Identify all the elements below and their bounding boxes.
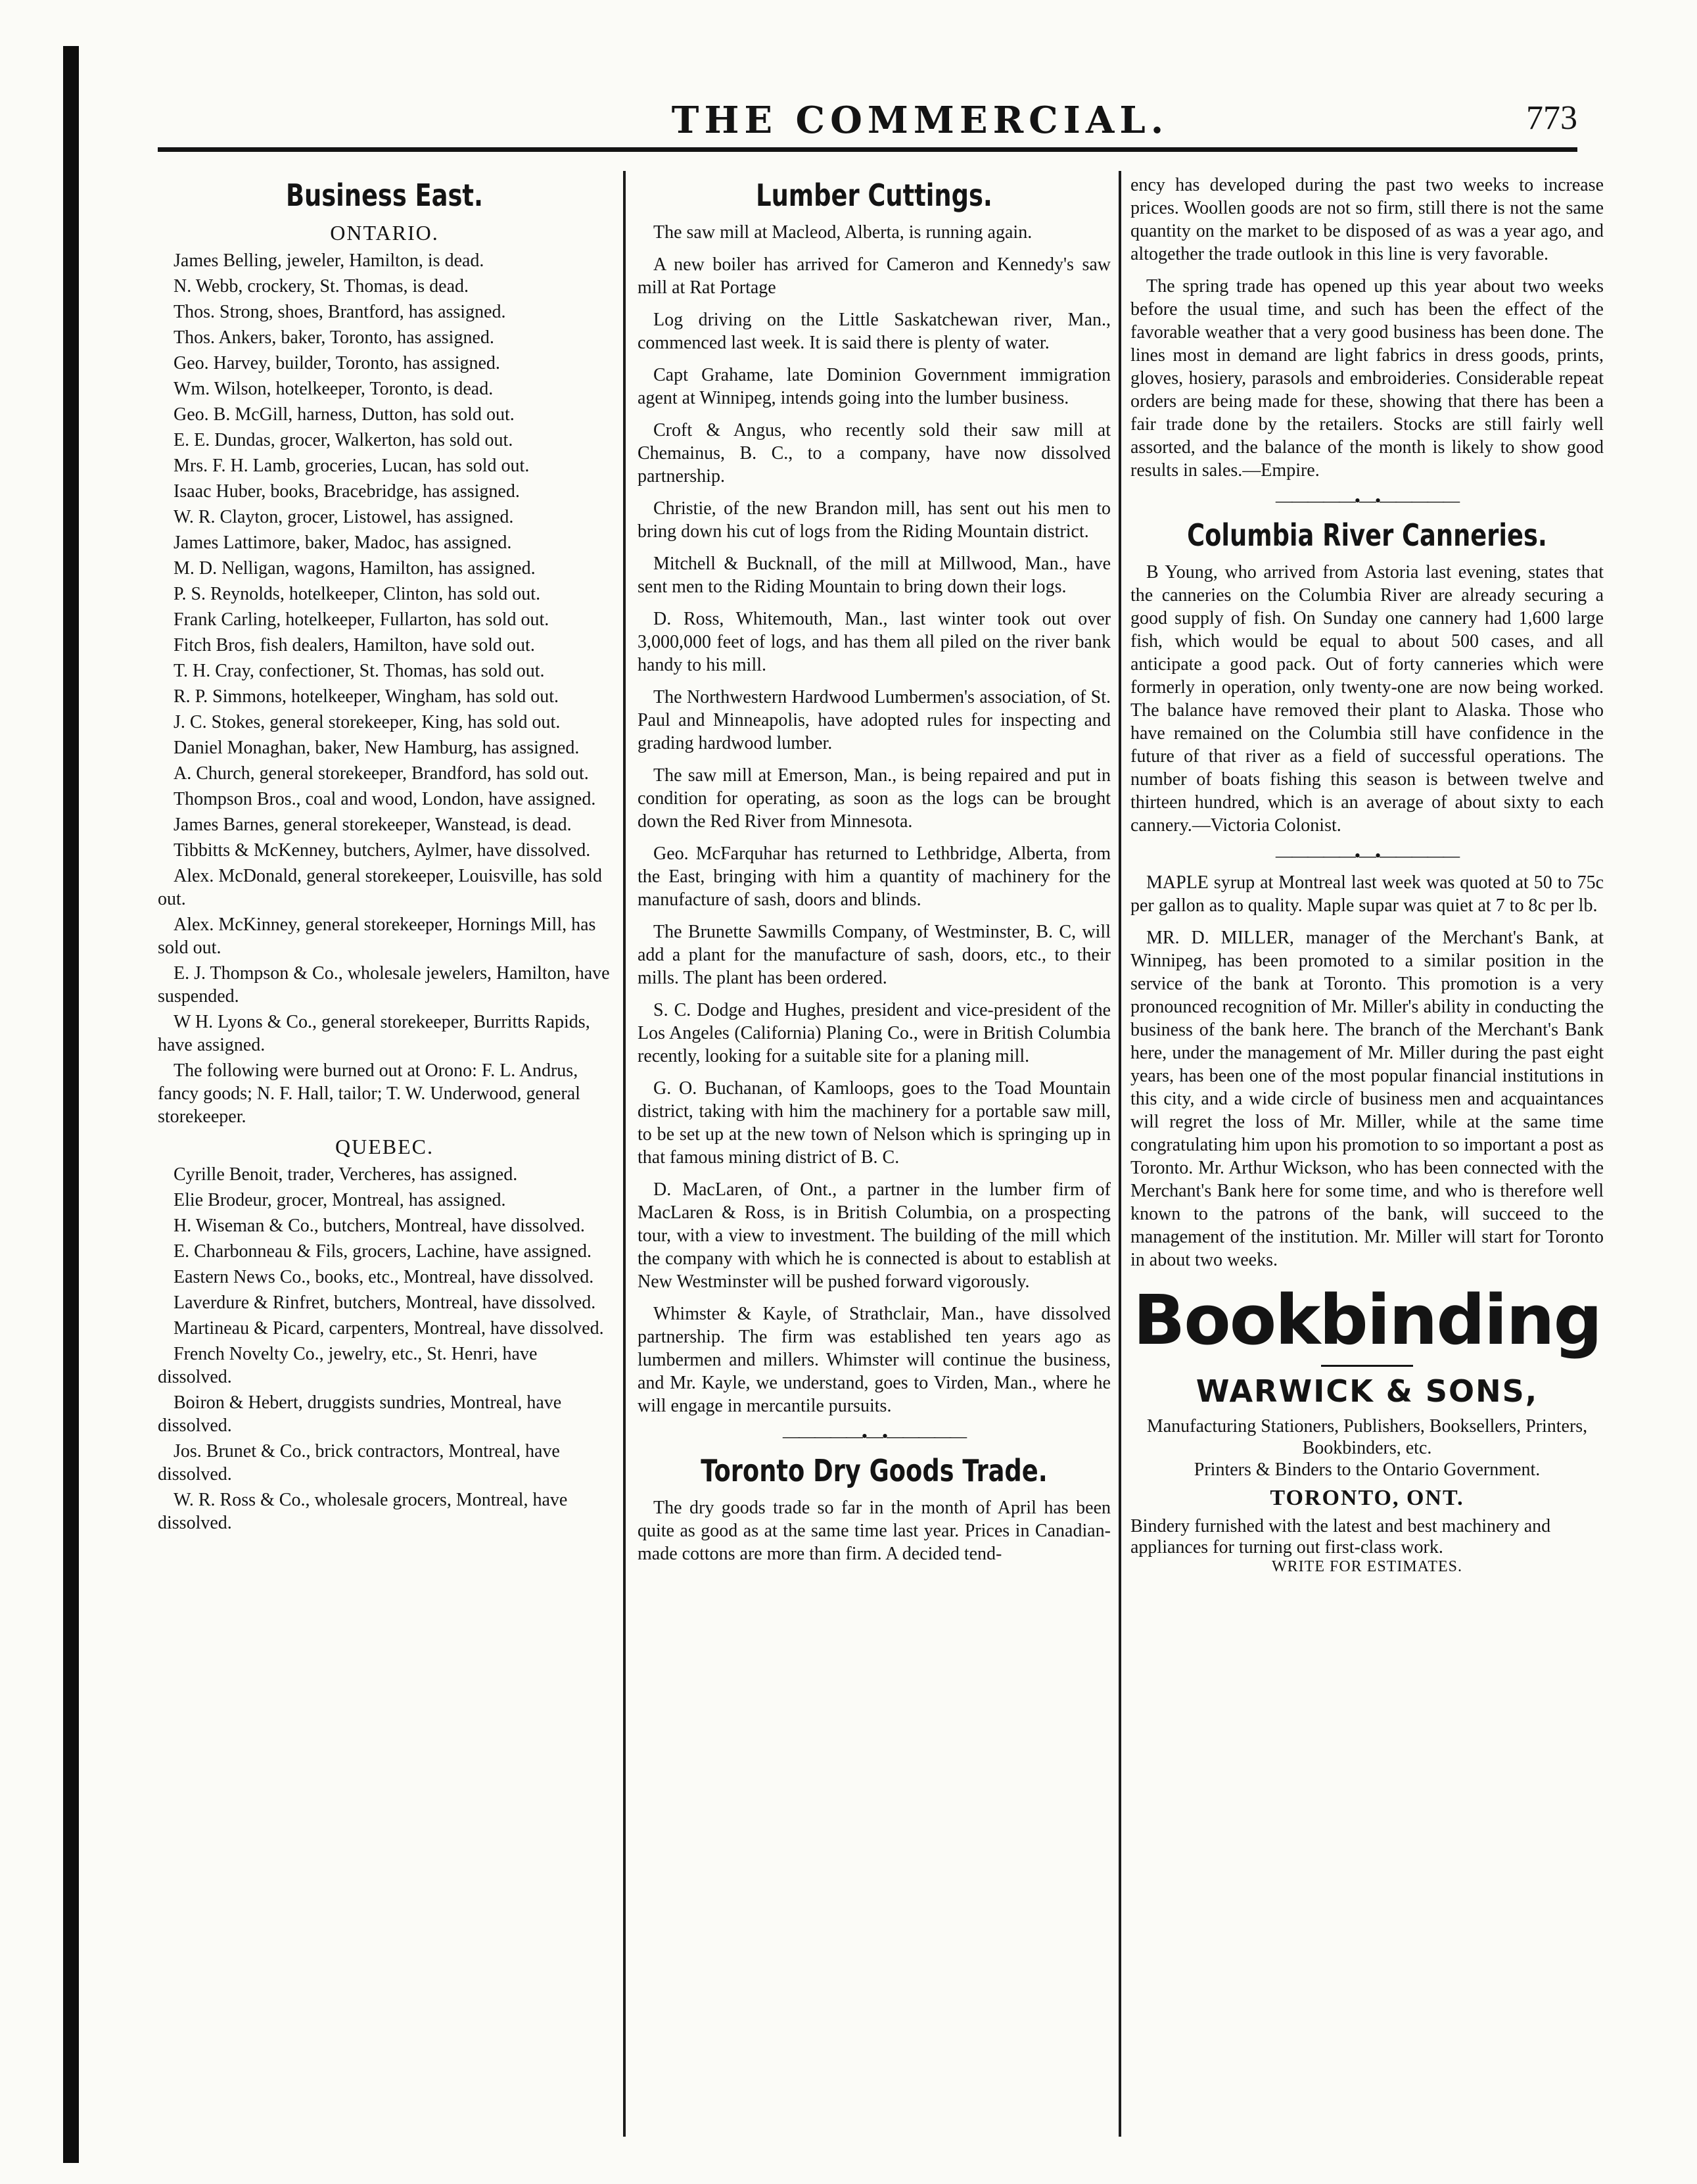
list-item: P. S. Reynolds, hotelkeeper, Clinton, has sold out. — [174, 584, 541, 604]
news-item: Log driving on the Little Saskatchewan river, Man., commenced last week. It is said there is plenty of water. — [638, 310, 1111, 353]
divider: —————•—•————— — [782, 1427, 966, 1446]
subheading-ontario: ONTARIO. — [330, 221, 439, 245]
list-item: The following were burned out at Orono: F. L. Andrus, fancy goods; N. F. Hall, tailor; T. W. Underwood, general storekeeper. — [158, 1060, 580, 1127]
quebec-list — [158, 1163, 611, 1534]
dry-goods-paragraph: The dry goods trade so far in the month of April has been quite as good as at the same time last year. Prices in Canadian-made cottons are more than firm. A decided tend- — [638, 1498, 1111, 1564]
list-item: Laverdure & Rinfret, butchers, Montreal, have dissolved. — [174, 1293, 596, 1313]
news-item: Christie, of the new Brandon mill, has sent out his men to bring down his cut of logs from the Riding Mountain district. — [638, 498, 1111, 542]
column-three — [1130, 171, 1604, 2156]
news-item: Capt Grahame, late Dominion Government immigration agent at Winnipeg, intends going into the lumber business. — [638, 365, 1111, 408]
news-item: A new boiler has arrived for Cameron and Kennedy's saw mill at Rat Portage — [638, 254, 1111, 298]
column-lumber-cuttings — [638, 171, 1111, 2143]
news-item: D. Ross, Whitemouth, Man., last winter took out over 3,000,000 feet of logs, and has them all piled on the river bank handy to his mill. — [638, 609, 1111, 675]
list-item: E. E. Dundas, grocer, Walkerton, has sold out. — [174, 430, 513, 450]
list-item: James Belling, jeweler, Hamilton, is dead. — [174, 250, 484, 271]
miller-paragraph: MR. D. MILLER, manager of the Merchant's Bank, at Winnipeg, has been promoted to a similar position in the service of the bank at Toronto. This promotion is a very pronounced recognition of Mr. Miller's ability in conducting the business of the bank here. The branch of the Merchant's Bank here, under the management of Mr. Miller during the past eight years, has been one of the most popular financial institutions in this city, and a wide circle of business men and acquaintances will regret the loss of Mr. Miller, while at the same time congratulating him upon his promotion to so important a post as Toronto. Mr. Arthur Wickson, who has been connected with the Merchant's Bank here for some time, and who is therefore well known to the patrons of the bank, will succeed to the management of the institution. Mr. Miller will start for Toronto in about two weeks. — [1130, 928, 1604, 1270]
advert-title: Bookbinding — [1132, 1280, 1602, 1360]
list-item: T. H. Cray, confectioner, St. Thomas, has sold out. — [174, 661, 545, 681]
list-item: French Novelty Co., jewelry, etc., St. Henri, have dissolved. — [158, 1344, 538, 1387]
news-item: D. MacLaren, of Ont., a partner in the lumber firm of MacLaren & Ross, is in British Columbia, on a prospecting tour, with a view to investment. The building of the mill which the company with which he is connected is about to establish at New Westminster will be pushed forward vigorously. — [638, 1179, 1111, 1292]
list-item: W. R. Clayton, grocer, Listowel, has assigned. — [174, 507, 514, 527]
masthead: THE COMMERCIAL. — [671, 99, 1169, 142]
lumber-paragraphs — [638, 221, 1111, 1417]
section-heading: Lumber Cuttings. — [756, 178, 992, 213]
news-item: S. C. Dodge and Hughes, president and vice-president of the Los Angeles (California) Planing Co., were in British Columbia recently, looking for a suitable site for a planing mill. — [638, 1000, 1111, 1066]
news-item: The saw mill at Emerson, Man., is being repaired and put in condition for operating, as soon as the logs can be brought down the Red River from Minnesota. — [638, 765, 1111, 832]
list-item: Wm. Wilson, hotelkeeper, Toronto, is dead. — [174, 379, 494, 399]
section-heading: Business East. — [286, 178, 483, 213]
list-item: Cyrille Benoit, trader, Vercheres, has assigned. — [174, 1164, 518, 1185]
list-item: R. P. Simmons, hotelkeeper, Wingham, has sold out. — [174, 686, 559, 707]
spring-trade-paragraph: The spring trade has opened up this year about two weeks before the usual time, and such has been the effect of the favorable weather that a very good business has been done. The lines most in demand are light fabrics in dress goods, prints, gloves, hosiery, parasols and embroideries. Considerable repeat orders are being made for these, showing that there has been a fair trade done by the retailers. Stocks are still fairly well assorted, and the balance of the month is likely to show good results in sales.—Empire. — [1130, 276, 1604, 481]
list-item: Thompson Bros., coal and wood, London, have assigned. — [174, 789, 596, 809]
list-item: James Lattimore, baker, Madoc, has assigned. — [174, 533, 512, 553]
list-item: Mrs. F. H. Lamb, groceries, Lucan, has sold out. — [174, 456, 530, 476]
news-item: The Northwestern Hardwood Lumbermen's association, of St. Paul and Minneapolis, have adopted rules for inspecting and grading hardwood lumber. — [638, 687, 1111, 753]
advert-rule — [1321, 1365, 1413, 1367]
list-item: Thos. Ankers, baker, Toronto, has assigned. — [174, 327, 494, 348]
column-rule-2 — [1119, 171, 1121, 2137]
continued-paragraph: ency has developed during the past two weeks to increase prices. Woollen goods are not so firm, still there is not the same quantity on the market to be disposed of as was a year ago, and altogether the trade outlook in this line is very favorable. — [1130, 175, 1604, 264]
list-item: Frank Carling, hotelkeeper, Fullarton, has sold out. — [174, 609, 549, 630]
news-item: Mitchell & Bucknall, of the mill at Millwood, Man., have sent men to the Riding Mountain to bring down their logs. — [638, 554, 1111, 597]
list-item: Alex. McKinney, general storekeeper, Hornings Mill, has sold out. — [158, 914, 596, 958]
binding-edge — [63, 46, 79, 2163]
section-heading-canneries: Columbia River Canneries. — [1187, 517, 1547, 553]
news-item: The Brunette Sawmills Company, of Westminster, B. C, will add a plant for the manufacture of sash, doors, etc., to their mills. The plant has been ordered. — [638, 922, 1111, 988]
news-item: The saw mill at Macleod, Alberta, is running again. — [653, 222, 1033, 243]
list-item: M. D. Nelligan, wagons, Hamilton, has assigned. — [174, 558, 536, 579]
list-item: H. Wiseman & Co., butchers, Montreal, have dissolved. — [174, 1216, 585, 1236]
section-heading-dry-goods: Toronto Dry Goods Trade. — [701, 1453, 1048, 1488]
advert-firm: WARWICK & SONS, — [1196, 1373, 1539, 1409]
ontario-list — [158, 249, 611, 1128]
header-rule — [158, 147, 1577, 152]
list-item: E. Charbonneau & Fils, grocers, Lachine, have assigned. — [174, 1241, 592, 1262]
list-item: Alex. McDonald, general storekeeper, Louisville, has sold out. — [158, 866, 603, 909]
maple-paragraph: MAPLE syrup at Montreal last week was quoted at 50 to 75c per gallon as to quality. Maple supar was quiet at 7 to 8c per lb. — [1130, 872, 1604, 916]
advert-note: Bindery furnished with the latest and best machinery and appliances for turning out first-class work. — [1130, 1516, 1551, 1557]
list-item: E. J. Thompson & Co., wholesale jewelers, Hamilton, have suspended. — [158, 963, 610, 1007]
list-item: W. R. Ross & Co., wholesale grocers, Montreal, have dissolved. — [158, 1490, 568, 1533]
page-header — [131, 79, 1577, 151]
list-item: Geo. B. McGill, harness, Dutton, has sold out. — [174, 404, 515, 425]
list-item: Boiron & Hebert, druggists sundries, Montreal, have dissolved. — [158, 1392, 562, 1436]
divider: —————•—•————— — [1275, 491, 1459, 510]
advert-city: TORONTO, ONT. — [1270, 1486, 1464, 1510]
subheading-quebec: QUEBEC. — [335, 1135, 434, 1158]
list-item: Geo. Harvey, builder, Toronto, has assigned. — [174, 353, 500, 373]
list-item: Isaac Huber, books, Bracebridge, has assigned. — [174, 481, 520, 502]
news-item: G. O. Buchanan, of Kamloops, goes to the Toad Mountain district, taking with him the machinery for a portable saw mill, to be set up at the new town of Nelson which is springing up in that famous mining district of B. C. — [638, 1078, 1111, 1168]
column-rule-1 — [623, 171, 626, 2137]
advert-line-2: Printers & Binders to the Ontario Government. — [1194, 1460, 1541, 1480]
news-item: Whimster & Kayle, of Strathclair, Man., have dissolved partnership. The firm was established ten years ago as lumbermen and millers. Whimster will continue the business, and Mr. Kayle, we understand, goes to Virden, Man., where he will engage in mercantile pursuits. — [638, 1304, 1111, 1416]
list-item: Thos. Strong, shoes, Brantford, has assigned. — [174, 302, 506, 322]
canneries-paragraph: B Young, who arrived from Astoria last evening, states that the canneries on the Columbia River are already securing a good supply of fish. On Sunday one cannery had 1,600 large fish, which would be equal to about 500 cases, and all anticipate a good pack. Out of forty canneries which were formerly in operation, only twenty-one are now being worked. The balance have removed their plant to Alaska. Those who have remained on the Columbia still have confidence in the future of that river as a field of successful operations. The number of boats fishing this season is between twelve and thirteen hundred, which is an average of about sixty to each cannery.—Victoria Colonist. — [1130, 562, 1604, 836]
advert-line-1: Manufacturing Stationers, Publishers, Booksellers, Printers, Bookbinders, etc. — [1146, 1416, 1588, 1458]
list-item: Fitch Bros, fish dealers, Hamilton, have sold out. — [174, 635, 535, 655]
list-item: Daniel Monaghan, baker, New Hamburg, has assigned. — [174, 738, 580, 758]
news-item: Croft & Angus, who recently sold their saw mill at Chemainus, B. C., to a company, have now dissolved partnership. — [638, 420, 1111, 487]
list-item: N. Webb, crockery, St. Thomas, is dead. — [174, 276, 469, 297]
advert-cta: WRITE FOR ESTIMATES. — [1272, 1558, 1462, 1575]
list-item: James Barnes, general storekeeper, Wanstead, is dead. — [174, 815, 572, 835]
list-item: W H. Lyons & Co., general storekeeper, Burritts Rapids, have assigned. — [158, 1012, 590, 1055]
list-item: J. C. Stokes, general storekeeper, King, has sold out. — [174, 712, 561, 732]
news-item: Geo. McFarquhar has returned to Lethbridge, Alberta, from the East, bringing with him a quantity of machinery for the manufacture of sash, doors and blinds. — [638, 843, 1111, 910]
list-item: Jos. Brunet & Co., brick contractors, Montreal, have dissolved. — [158, 1441, 560, 1484]
list-item: A. Church, general storekeeper, Brandford, has sold out. — [174, 763, 589, 784]
bookbinding-advert — [1130, 1281, 1604, 1576]
list-item: Martineau & Picard, carpenters, Montreal, have dissolved. — [174, 1318, 604, 1339]
page-number: 773 — [1526, 99, 1577, 137]
list-item: Tibbitts & McKenney, butchers, Aylmer, have dissolved. — [174, 840, 591, 861]
divider: —————•—•————— — [1275, 846, 1459, 865]
list-item: Elie Brodeur, grocer, Montreal, has assigned. — [174, 1190, 506, 1210]
list-item: Eastern News Co., books, etc., Montreal, have dissolved. — [174, 1267, 594, 1287]
column-business-east — [158, 171, 611, 2143]
